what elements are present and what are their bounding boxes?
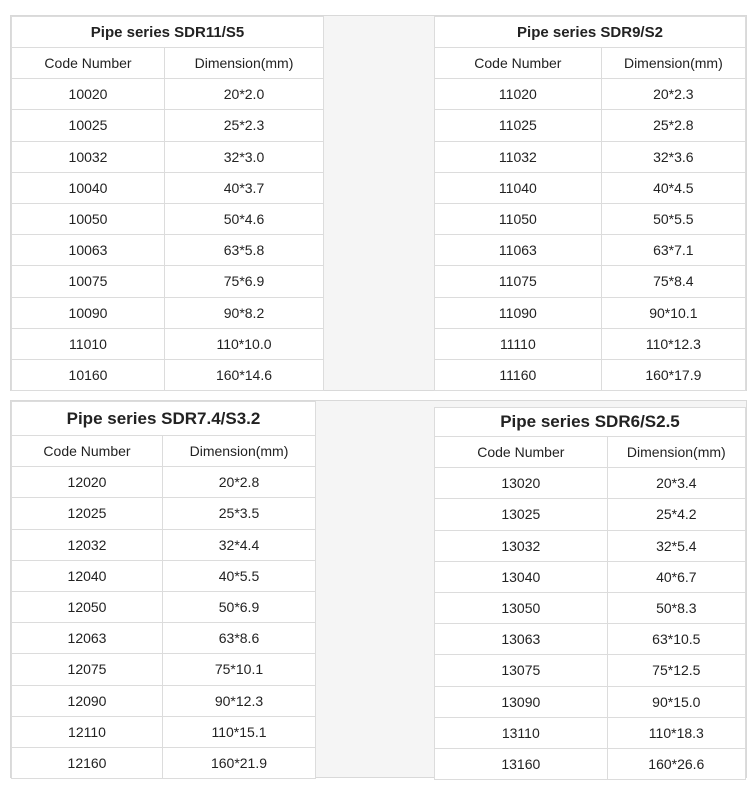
code-number-cell: 11075 — [435, 266, 602, 297]
table-row — [435, 717, 746, 748]
dimension-cell: 75*6.9 — [165, 266, 324, 297]
table-row — [12, 654, 316, 685]
dimension-cell: 32*3.0 — [165, 141, 324, 172]
dimension-cell: 20*2.3 — [601, 79, 745, 110]
table-row — [12, 110, 324, 141]
code-number-cell: 13160 — [435, 748, 608, 779]
table-row — [12, 297, 324, 328]
table-row — [12, 467, 316, 498]
dimension-header: Dimension(mm) — [165, 48, 324, 79]
dimension-cell: 63*5.8 — [165, 235, 324, 266]
dimension-cell: 25*3.5 — [163, 498, 316, 529]
pipe-table-sdr7-4 — [11, 401, 316, 779]
code-number-cell: 10020 — [12, 79, 165, 110]
dimension-cell: 20*2.8 — [163, 467, 316, 498]
dimension-cell: 110*10.0 — [165, 328, 324, 359]
table-row — [435, 235, 746, 266]
header-row — [12, 48, 324, 79]
code-number-header: Code Number — [12, 436, 163, 467]
code-number-cell: 13025 — [435, 499, 608, 530]
code-number-cell: 10040 — [12, 172, 165, 203]
dimension-cell: 20*2.0 — [165, 79, 324, 110]
table-row — [12, 359, 324, 390]
table-row — [12, 203, 324, 234]
code-number-header: Code Number — [12, 48, 165, 79]
code-number-cell: 12090 — [12, 685, 163, 716]
dimension-cell: 90*12.3 — [163, 685, 316, 716]
dimension-cell: 25*4.2 — [607, 499, 745, 530]
code-number-header: Code Number — [435, 48, 602, 79]
code-number-cell: 11090 — [435, 297, 602, 328]
table-row — [435, 110, 746, 141]
dimension-cell: 160*17.9 — [601, 359, 745, 390]
table-row — [435, 297, 746, 328]
dimension-cell: 90*10.1 — [601, 297, 745, 328]
table-row — [435, 359, 746, 390]
code-number-cell: 10090 — [12, 297, 165, 328]
table-title: Pipe series SDR9/S2 — [435, 17, 746, 48]
dimension-cell: 75*8.4 — [601, 266, 745, 297]
table-row — [435, 203, 746, 234]
code-number-cell: 12025 — [12, 498, 163, 529]
table-row — [12, 623, 316, 654]
table-row — [435, 79, 746, 110]
code-number-cell: 10050 — [12, 203, 165, 234]
code-number-cell: 13020 — [435, 468, 608, 499]
dimension-cell: 32*3.6 — [601, 141, 745, 172]
code-number-cell: 12020 — [12, 467, 163, 498]
dimension-cell: 90*8.2 — [165, 297, 324, 328]
code-number-cell: 11020 — [435, 79, 602, 110]
pipe-table-sdr11 — [11, 16, 324, 391]
code-number-cell: 11050 — [435, 203, 602, 234]
table-row — [435, 624, 746, 655]
dimension-cell: 25*2.3 — [165, 110, 324, 141]
table-row — [12, 685, 316, 716]
code-number-cell: 12063 — [12, 623, 163, 654]
code-number-cell: 13075 — [435, 655, 608, 686]
table-row — [435, 328, 746, 359]
dimension-cell: 110*18.3 — [607, 717, 745, 748]
table-row — [435, 172, 746, 203]
pipe-table-sdr6 — [434, 407, 746, 780]
table-title: Pipe series SDR11/S5 — [12, 17, 324, 48]
bottom-table-group — [10, 400, 747, 778]
code-number-cell: 11160 — [435, 359, 602, 390]
code-number-cell: 13040 — [435, 561, 608, 592]
code-number-cell: 10032 — [12, 141, 165, 172]
pipe-table-sdr9 — [434, 16, 746, 391]
table-title: Pipe series SDR7.4/S3.2 — [12, 402, 316, 436]
dimension-cell: 50*6.9 — [163, 591, 316, 622]
dimension-header: Dimension(mm) — [601, 48, 745, 79]
table-row — [435, 561, 746, 592]
top-table-group — [10, 15, 747, 391]
dimension-cell: 25*2.8 — [601, 110, 745, 141]
dimension-cell: 40*4.5 — [601, 172, 745, 203]
code-number-cell: 11025 — [435, 110, 602, 141]
dimension-cell: 90*15.0 — [607, 686, 745, 717]
dimension-cell: 110*15.1 — [163, 716, 316, 747]
code-number-cell: 11010 — [12, 328, 165, 359]
table-row — [435, 266, 746, 297]
code-number-header: Code Number — [435, 437, 608, 468]
table-row — [435, 499, 746, 530]
code-number-cell: 13063 — [435, 624, 608, 655]
code-number-cell: 12040 — [12, 560, 163, 591]
code-number-cell: 10063 — [12, 235, 165, 266]
table-row — [435, 592, 746, 623]
header-row — [12, 436, 316, 467]
dimension-cell: 32*4.4 — [163, 529, 316, 560]
dimension-cell: 40*6.7 — [607, 561, 745, 592]
dimension-cell: 20*3.4 — [607, 468, 745, 499]
dimension-cell: 63*10.5 — [607, 624, 745, 655]
table-row — [12, 498, 316, 529]
table-row — [12, 716, 316, 747]
dimension-cell: 110*12.3 — [601, 328, 745, 359]
table-row — [12, 235, 324, 266]
table-row — [435, 530, 746, 561]
table-row — [435, 468, 746, 499]
dimension-cell: 75*10.1 — [163, 654, 316, 685]
code-number-cell: 13032 — [435, 530, 608, 561]
dimension-cell: 50*4.6 — [165, 203, 324, 234]
dimension-cell: 40*5.5 — [163, 560, 316, 591]
table-row — [12, 747, 316, 778]
code-number-cell: 10160 — [12, 359, 165, 390]
code-number-cell: 12160 — [12, 747, 163, 778]
dimension-header: Dimension(mm) — [163, 436, 316, 467]
code-number-cell: 11110 — [435, 328, 602, 359]
dimension-cell: 50*8.3 — [607, 592, 745, 623]
table-row — [435, 141, 746, 172]
table-row — [435, 748, 746, 779]
dimension-cell: 160*21.9 — [163, 747, 316, 778]
table-row — [12, 172, 324, 203]
table-row — [435, 655, 746, 686]
header-row — [435, 437, 746, 468]
dimension-cell: 63*8.6 — [163, 623, 316, 654]
code-number-cell: 11063 — [435, 235, 602, 266]
table-title: Pipe series SDR6/S2.5 — [435, 408, 746, 437]
dimension-header: Dimension(mm) — [607, 437, 745, 468]
header-row — [435, 48, 746, 79]
table-row — [12, 328, 324, 359]
table-row — [12, 79, 324, 110]
dimension-cell: 75*12.5 — [607, 655, 745, 686]
dimension-cell: 160*26.6 — [607, 748, 745, 779]
code-number-cell: 12032 — [12, 529, 163, 560]
dimension-cell: 63*7.1 — [601, 235, 745, 266]
dimension-cell: 160*14.6 — [165, 359, 324, 390]
code-number-cell: 11032 — [435, 141, 602, 172]
table-row — [12, 266, 324, 297]
table-row — [12, 560, 316, 591]
code-number-cell: 13090 — [435, 686, 608, 717]
code-number-cell: 13110 — [435, 717, 608, 748]
table-row — [12, 529, 316, 560]
dimension-cell: 40*3.7 — [165, 172, 324, 203]
code-number-cell: 11040 — [435, 172, 602, 203]
table-row — [435, 686, 746, 717]
code-number-cell: 12075 — [12, 654, 163, 685]
code-number-cell: 10025 — [12, 110, 165, 141]
table-row — [12, 591, 316, 622]
code-number-cell: 13050 — [435, 592, 608, 623]
table-row — [12, 141, 324, 172]
code-number-cell: 12050 — [12, 591, 163, 622]
code-number-cell: 12110 — [12, 716, 163, 747]
dimension-cell: 32*5.4 — [607, 530, 745, 561]
code-number-cell: 10075 — [12, 266, 165, 297]
dimension-cell: 50*5.5 — [601, 203, 745, 234]
